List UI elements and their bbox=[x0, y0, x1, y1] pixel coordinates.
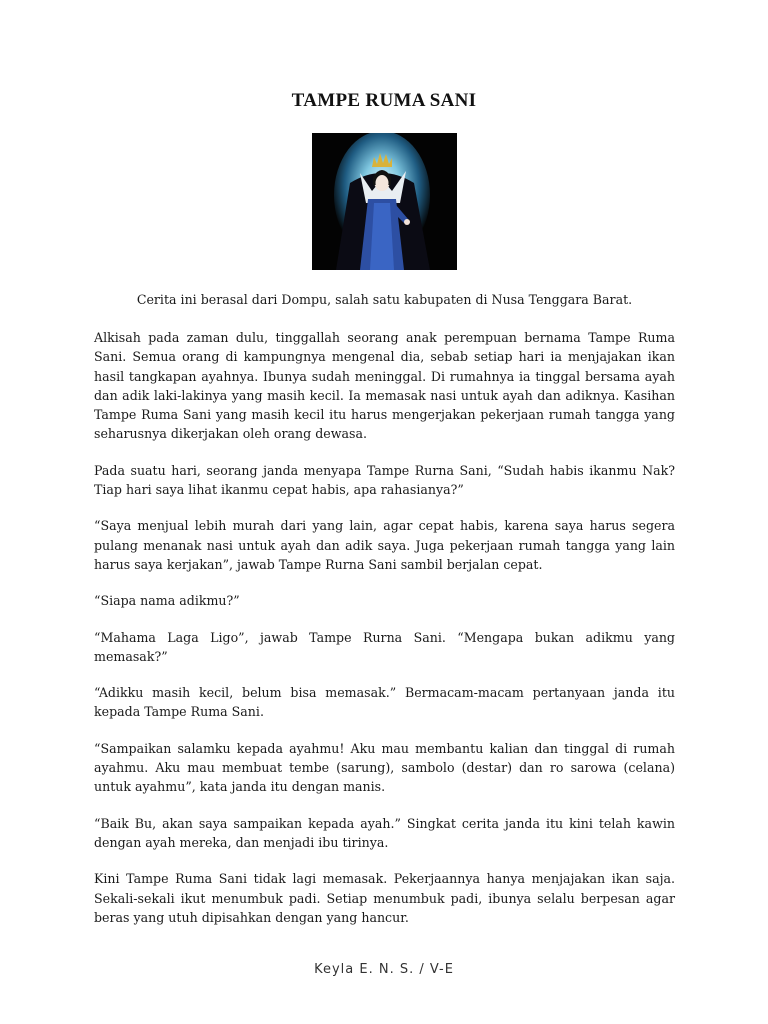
paragraph: “Sampaikan salamku kepada ayahmu! Aku mau membantu kalian dan tinggal di rumah ayahmu. Aku mau membuat tembe (sarung), sambolo (destar) dan ro sarowa (celana) untuk ayahmu”, kata janda itu dengan manis. bbox=[94, 740, 675, 795]
paragraph: “Adikku masih kecil, belum bisa memasak.” Bermacam-macam pertanyaan janda itu kepada Tampe Ruma Sani. bbox=[94, 685, 675, 720]
intro-line: Cerita ini berasal dari Dompu, salah satu kabupaten di Nusa Tenggara Barat. bbox=[136, 292, 633, 307]
paragraph: Kini Tampe Ruma Sani tidak lagi memasak. Pekerjaannya hanya menjajakan ikan saja. Sekali-sekali ikut menumbuk padi. Setiap menumbuk padi, ibunya selalu berpesan agar beras yang utuh dipisahkan dengan yang hancur. bbox=[94, 871, 675, 925]
paragraph: Pada suatu hari, seorang janda menyapa Tampe Rurna Sani, “Sudah habis ikanmu Nak? Tiap hari saya lihat ikanmu cepat habis, apa rahasianya?” bbox=[94, 462, 675, 498]
paragraph: “Baik Bu, akan saya sampaikan kepada ayah.” Singkat cerita janda itu kini telah kawin dengan ayah mereka, dan menjadi ibu tirinya. bbox=[94, 815, 675, 850]
author-footer: Keyla E. N. S. / V-E bbox=[314, 962, 454, 977]
paragraph: Alkisah pada zaman dulu, tinggallah seorang anak perempuan bernama Tampe Ruma Sani. Semua orang di kampungnya mengenal dia, sebab setiap hari ia menjajakan ikan hasil tangkapan ayahnya. Ibunya sudah meninggal. Di rumahnya ia tinggal bersama ayah dan adik laki-lakinya yang masih kecil. Ia memasak nasi untuk ayah dan adiknya. Kasihan Tampe Ruma Sani yang masih kecil itu harus mengerjakan pekerjaan rumah tangga yang seharusnya dikerjakan oleh orang dewasa. bbox=[94, 330, 675, 442]
page-title: TAMPE RUMA SANI bbox=[291, 90, 477, 111]
paragraph: “Siapa nama adikmu?” bbox=[94, 593, 240, 609]
paragraph: “Mahama Laga Ligo”, jawab Tampe Rurna Sani. “Mengapa bukan adikmu yang memasak?” bbox=[94, 629, 675, 664]
story-body bbox=[94, 328, 675, 944]
paragraph: “Saya menjual lebih murah dari yang lain, agar cepat habis, karena saya harus segera pulang menanak nasi untuk ayah dan adik saya. Juga pekerjaan rumah tangga yang lain harus saya kerjakan”, jawab Tampe Rurna Sani sambil berjalan cepat. bbox=[94, 518, 675, 572]
evil-queen-illustration bbox=[312, 133, 457, 270]
